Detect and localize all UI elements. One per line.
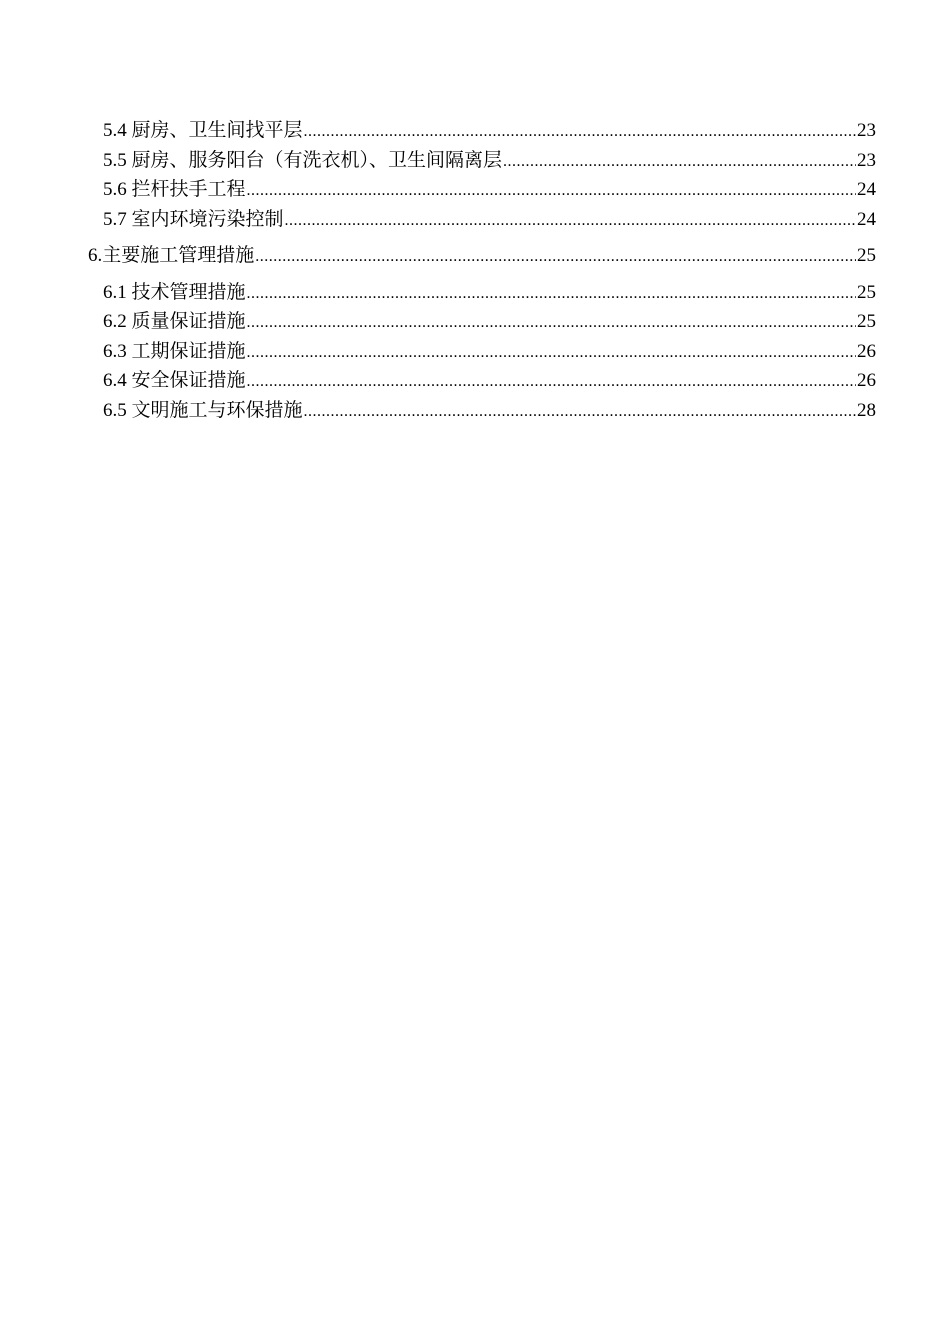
toc-dot-leader	[247, 338, 856, 368]
toc-page-number: 26	[857, 340, 876, 362]
toc-page-number: 25	[857, 245, 876, 266]
toc-entry-title: 6.4 安全保证措施	[103, 370, 246, 391]
toc-entry-5-7[interactable]	[88, 205, 876, 235]
toc-entry-title: 6.3 工期保证措施	[103, 340, 246, 362]
toc-entry-6-5[interactable]	[88, 396, 876, 426]
toc-page-number: 23	[857, 149, 876, 171]
toc-dot-leader	[247, 308, 856, 338]
toc-entry-5-6[interactable]	[88, 175, 876, 205]
toc-page-number: 28	[857, 399, 876, 421]
toc-entry-5-4[interactable]	[88, 116, 876, 146]
toc-entry-title: 6.2 质量保证措施	[103, 311, 246, 332]
toc-entry-title: 5.5 厨房、服务阳台（有洗衣机）、卫生间隔离层	[103, 149, 503, 171]
toc-entry-title: 5.6 拦杆扶手工程	[103, 179, 246, 200]
toc-dot-leader	[304, 117, 856, 147]
toc-dot-leader	[304, 397, 856, 427]
toc-page-number: 25	[857, 281, 876, 303]
toc-entry-title: 6.主要施工管理措施	[88, 245, 255, 266]
toc-entry-6[interactable]	[88, 241, 876, 271]
toc-dot-leader	[255, 242, 856, 272]
toc-page-number: 23	[857, 120, 876, 141]
toc-dot-leader	[503, 147, 856, 177]
toc-dot-leader	[285, 206, 856, 236]
toc-entry-title: 5.7 室内环境污染控制	[103, 208, 284, 230]
toc-dot-leader	[247, 367, 856, 397]
toc-entry-6-2[interactable]	[88, 307, 876, 337]
toc-dot-leader	[247, 176, 856, 206]
table-of-contents	[88, 116, 876, 425]
toc-page-number: 24	[857, 208, 876, 230]
toc-entry-title: 6.5 文明施工与环保措施	[103, 399, 303, 421]
toc-entry-title: 6.1 技术管理措施	[103, 281, 246, 303]
toc-entry-6-4[interactable]	[88, 366, 876, 396]
toc-page-number: 26	[857, 370, 876, 391]
toc-dot-leader	[247, 279, 856, 309]
toc-page-number: 25	[857, 311, 876, 332]
toc-entry-6-3[interactable]	[88, 337, 876, 367]
toc-entry-title: 5.4 厨房、卫生间找平层	[103, 120, 303, 141]
toc-entry-6-1[interactable]	[88, 278, 876, 308]
toc-entry-5-5[interactable]	[88, 146, 876, 176]
toc-page-number: 24	[857, 179, 876, 200]
